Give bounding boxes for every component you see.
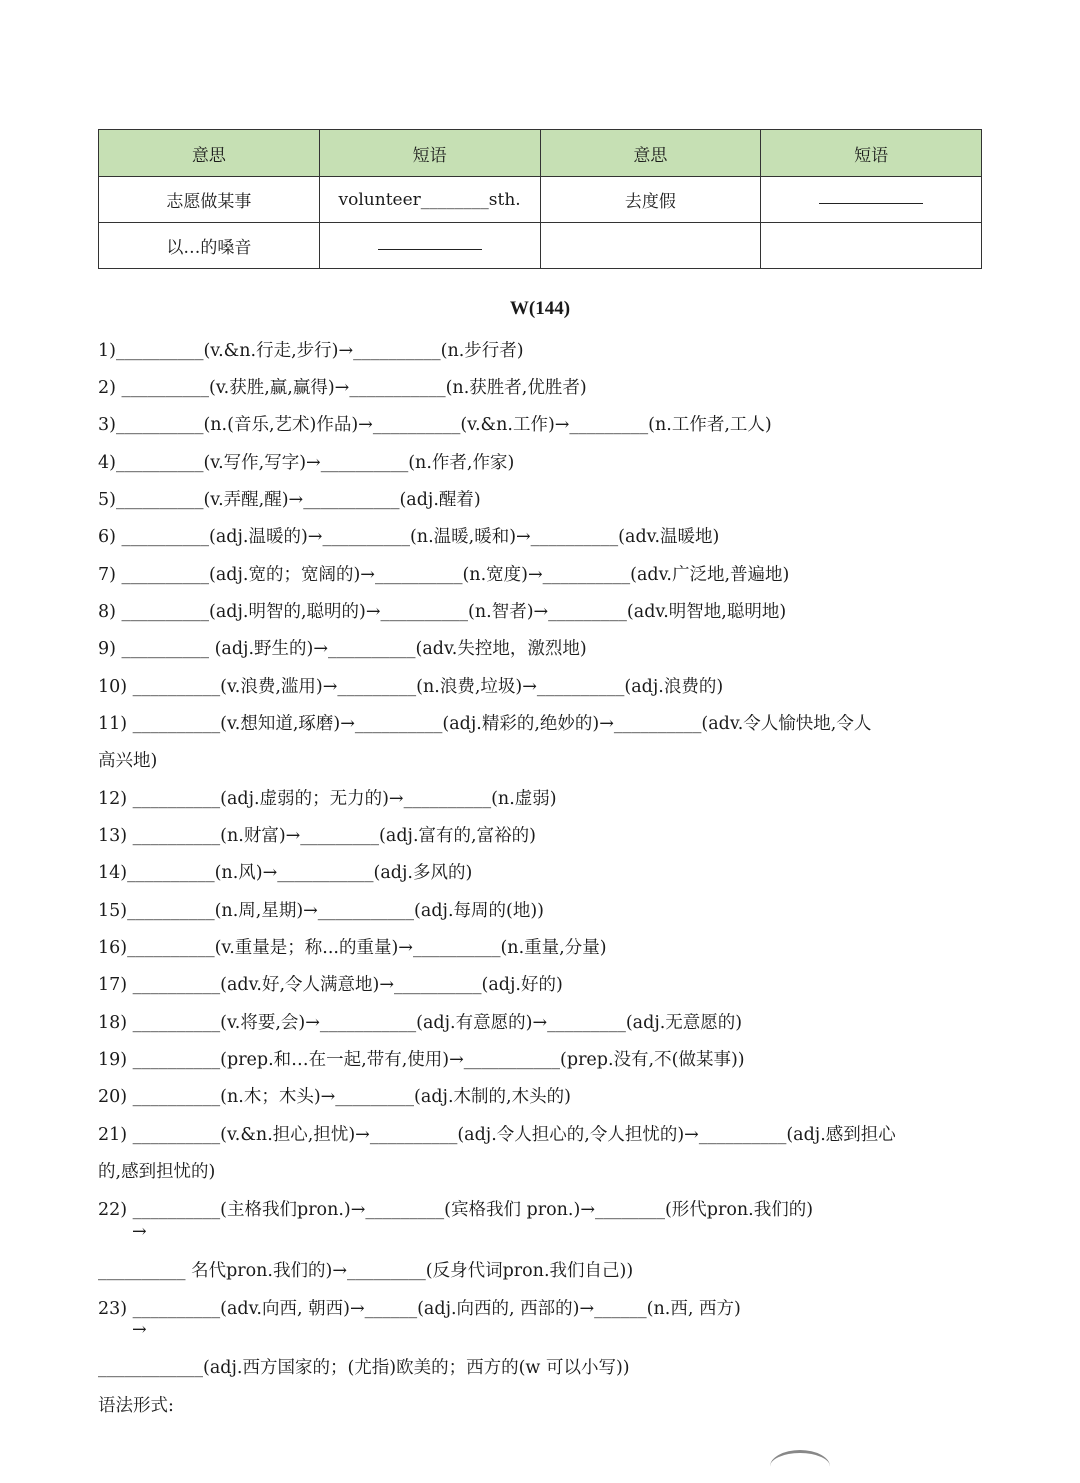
exercise-line: 13) __________(n.财富)→_________(adj.富有的,富裕的) <box>98 826 536 846</box>
table-cell-blank[interactable] <box>319 223 540 269</box>
continuation-arrow: → <box>132 1222 147 1242</box>
table-cell: volunteer________sth. <box>319 177 540 223</box>
exercise-line: 18) __________(v.将要,会)→___________(adj.有意愿的)→_________(adj.无意愿的) <box>98 1013 743 1033</box>
exercise-line: 15)__________(n.周,星期)→___________(adj.每周的(地)) <box>98 901 544 921</box>
header-meaning-2: 意思 <box>540 130 761 177</box>
exercise-line: 19) __________(prep.和…在一起,带有,使用)→___________(prep.没有,不(做某事)) <box>98 1050 745 1070</box>
exercise-line: 高兴地) <box>98 751 158 771</box>
exercise-line: 11) __________(v.想知道,琢磨)→__________(adj.精彩的,绝妙的)→__________(adv.令人愉快地,令人 <box>98 714 872 734</box>
table-cell: 志愿做某事 <box>99 177 320 223</box>
exercise-line: __________ 名代pron.我们的)→_________(反身代词pron.我们自己)) <box>98 1261 634 1281</box>
page-edge-mark <box>770 1450 830 1483</box>
table-row <box>99 223 982 269</box>
grammar-forms-label: 语法形式: <box>98 1396 174 1416</box>
phrase-table <box>98 129 982 269</box>
header-meaning-1: 意思 <box>99 130 320 177</box>
exercise-line: 20) __________(n.木；木头)→_________(adj.木制的,木头的) <box>98 1087 571 1107</box>
exercise-line: 4)__________(v.写作,写字)→__________(n.作者,作家) <box>98 453 515 473</box>
exercise-line: ____________(adj.西方国家的；(尤指)欧美的；西方的(w 可以小写)) <box>98 1358 630 1378</box>
header-phrase-1: 短语 <box>319 130 540 177</box>
exercise-line: 17) __________(adv.好,令人满意地)→__________(adj.好的) <box>98 975 563 995</box>
answer-blank-line <box>378 248 482 250</box>
exercise-line: 22) __________(主格我们pron.)→_________(宾格我们 pron.)→________(形代pron.我们的) <box>98 1200 814 1220</box>
exercise-line: 6) __________(adj.温暖的)→__________(n.温暖,暖和)→__________(adv.温暖地) <box>98 527 720 547</box>
exercise-line: 8) __________(adj.明智的,聪明的)→__________(n.智者)→_________(adv.明智地,聪明地) <box>98 602 787 622</box>
table-row <box>99 177 982 223</box>
exercise-line: 10) __________(v.浪费,滥用)→_________(n.浪费,垃圾)→__________(adj.浪费的) <box>98 677 724 697</box>
exercise-line: 3)__________(n.(音乐,艺术)作品)→__________(v.&n.工作)→_________(n.工作者,工人) <box>98 415 772 435</box>
continuation-arrow: → <box>132 1320 147 1340</box>
table-cell: 去度假 <box>540 177 761 223</box>
answer-blank-line <box>819 202 923 204</box>
table-header-row <box>99 130 982 177</box>
exercise-line: 9) __________ (adj.野生的)→__________(adv.失控地，激烈地) <box>98 639 587 659</box>
section-title: W(144) <box>509 298 571 319</box>
exercise-line: 7) __________(adj.宽的；宽阔的)→__________(n.宽度)→__________(adv.广泛地,普遍地) <box>98 565 790 585</box>
table-cell-empty <box>540 223 761 269</box>
exercise-line: 23) __________(adv.向西, 朝西)→______(adj.向西的, 西部的)→______(n.西, 西方) <box>98 1299 741 1319</box>
exercise-line: 12) __________(adj.虚弱的；无力的)→__________(n.虚弱) <box>98 789 557 809</box>
table-cell-empty <box>761 223 982 269</box>
exercise-line: 14)__________(n.风)→___________(adj.多风的) <box>98 863 473 883</box>
exercise-line: 1)__________(v.&n.行走,步行)→__________(n.步行者) <box>98 341 524 361</box>
header-phrase-2: 短语 <box>761 130 982 177</box>
table-cell: 以…的嗓音 <box>99 223 320 269</box>
exercise-line: 21) __________(v.&n.担心,担忧)→__________(adj.令人担心的,令人担忧的)→__________(adj.感到担心 <box>98 1125 896 1145</box>
exercise-line: 16)__________(v.重量是；称...的重量)→__________(n.重量,分量) <box>98 938 607 958</box>
table-cell-blank[interactable] <box>761 177 982 223</box>
exercise-line: 5)__________(v.弄醒,醒)→___________(adj.醒着) <box>98 490 481 510</box>
exercise-line: 2) __________(v.获胜,赢,赢得)→___________(n.获胜者,优胜者) <box>98 378 587 398</box>
exercise-line: 的,感到担忧的) <box>98 1162 216 1182</box>
